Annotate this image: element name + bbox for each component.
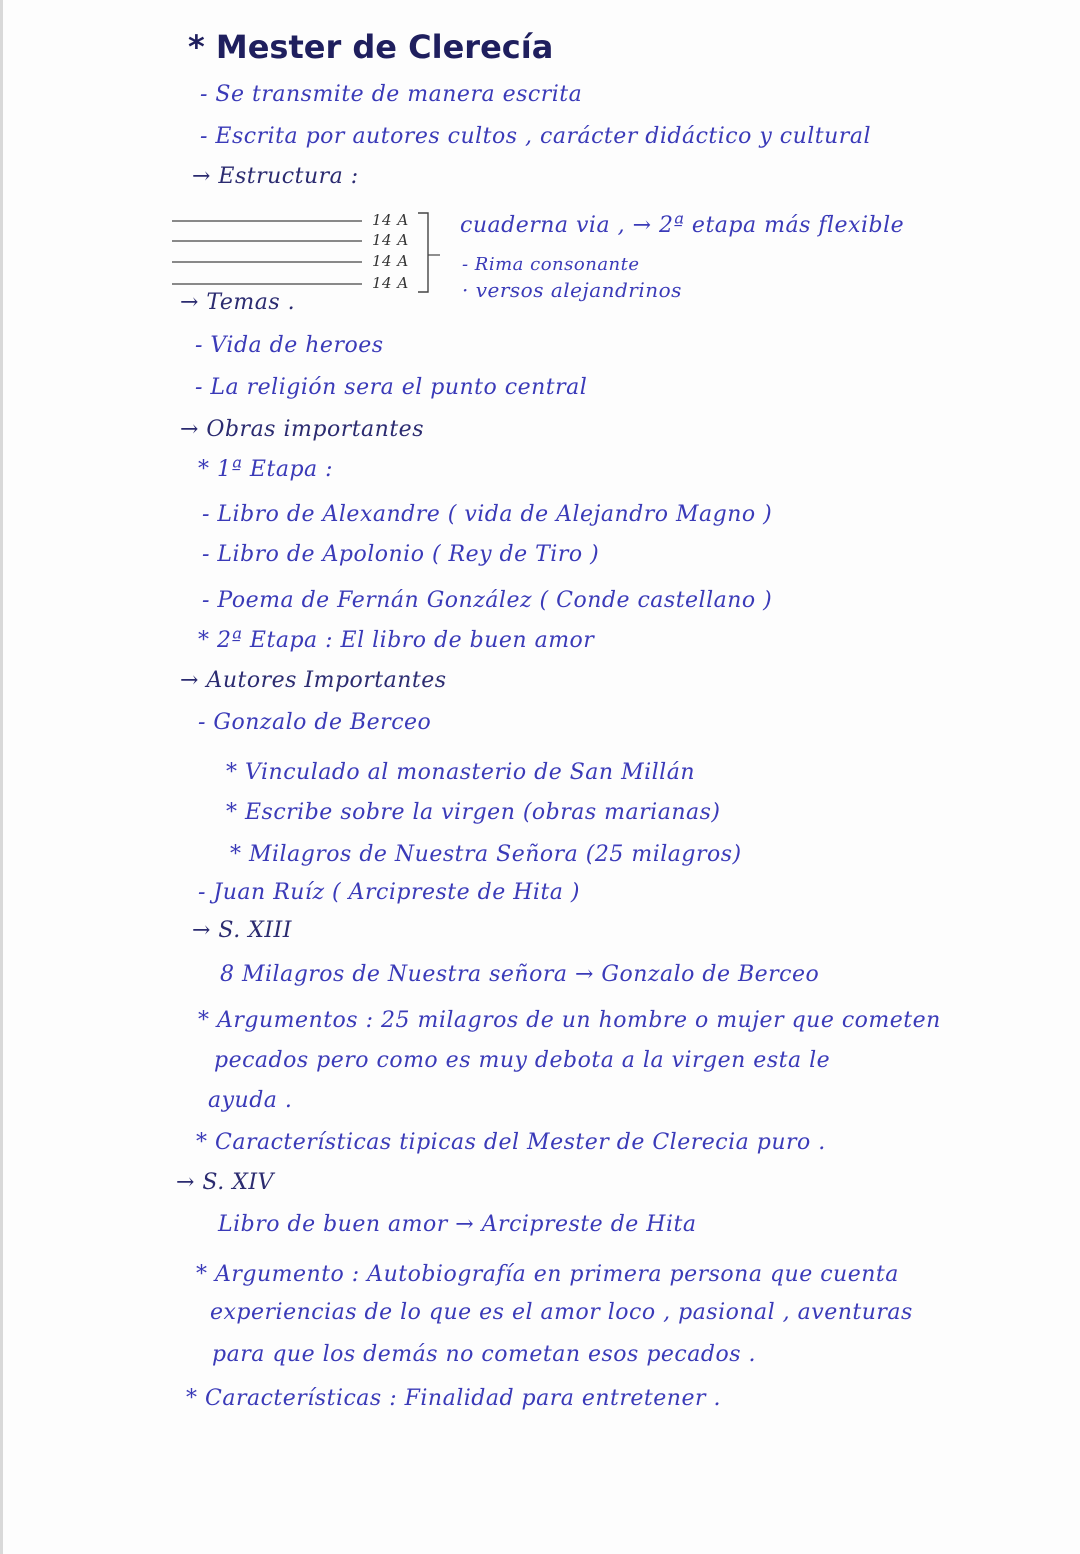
syllable-count: 14 A xyxy=(372,252,409,270)
obras-item: - Libro de Apolonio ( Rey de Tiro ) xyxy=(202,542,600,567)
structure-note-main: cuaderna via , → 2ª etapa más flexible xyxy=(460,213,905,238)
s13-heading: → S. XIII xyxy=(192,918,292,943)
s13-argument: pecados pero como es muy debota a la virgen esta le xyxy=(214,1048,831,1073)
autores-heading: → Autores Importantes xyxy=(180,668,447,693)
s14-argument: para que los demás no cometan esos pecados . xyxy=(212,1342,756,1367)
obras-item: - Poema de Fernán González ( Conde castellano ) xyxy=(202,588,773,613)
intro-line-2: - Escrita por autores cultos , carácter didáctico y cultural xyxy=(200,124,871,149)
s14-heading: → S. XIV xyxy=(176,1170,274,1195)
berceo-detail: * Escribe sobre la virgen (obras marianas) xyxy=(226,800,721,825)
obras-heading: → Obras importantes xyxy=(180,417,424,442)
intro-line-1: - Se transmite de manera escrita xyxy=(200,82,583,107)
syllable-count: 14 A xyxy=(372,274,409,292)
temas-item: - La religión sera el punto central xyxy=(195,375,588,400)
temas-heading: → Temas . xyxy=(180,290,296,315)
s13-argument: * Argumentos : 25 milagros de un hombre o mujer que cometen xyxy=(198,1008,941,1033)
autor-ruiz: - Juan Ruíz ( Arcipreste de Hita ) xyxy=(198,880,580,905)
temas-item: - Vida de heroes xyxy=(195,333,384,358)
obras-item: - Libro de Alexandre ( vida de Alejandro Magno ) xyxy=(202,502,773,527)
syllable-count: 14 A xyxy=(372,211,409,229)
structure-note: - Rima consonante xyxy=(462,254,640,275)
s13-features: * Características tipicas del Mester de Clerecia puro . xyxy=(196,1130,826,1155)
obras-etapa-1: * 1ª Etapa : xyxy=(198,457,334,482)
syllable-count: 14 A xyxy=(372,231,409,249)
berceo-detail: * Vinculado al monasterio de San Millán xyxy=(226,760,696,785)
obras-etapa-2: * 2ª Etapa : El libro de buen amor xyxy=(198,628,595,653)
s13-work: 8 Milagros de Nuestra señora → Gonzalo de Berceo xyxy=(220,962,820,987)
berceo-detail: * Milagros de Nuestra Señora (25 milagros) xyxy=(230,842,742,867)
s13-argument: ayuda . xyxy=(208,1088,293,1113)
s14-argument: experiencias de lo que es el amor loco , pasional , aventuras xyxy=(210,1300,913,1325)
page-title: * Mester de Clerecía xyxy=(188,28,554,66)
stanza-bracket xyxy=(418,213,428,292)
s14-argument: * Argumento : Autobiografía en primera persona que cuenta xyxy=(196,1262,899,1287)
s14-features: * Características : Finalidad para entretener . xyxy=(186,1386,721,1411)
s14-work: Libro de buen amor → Arcipreste de Hita xyxy=(218,1212,697,1237)
structure-note: · versos alejandrinos xyxy=(462,278,682,302)
autor-berceo: - Gonzalo de Berceo xyxy=(198,710,432,735)
structure-heading: → Estructura : xyxy=(192,164,359,189)
page-edge xyxy=(0,0,3,1554)
